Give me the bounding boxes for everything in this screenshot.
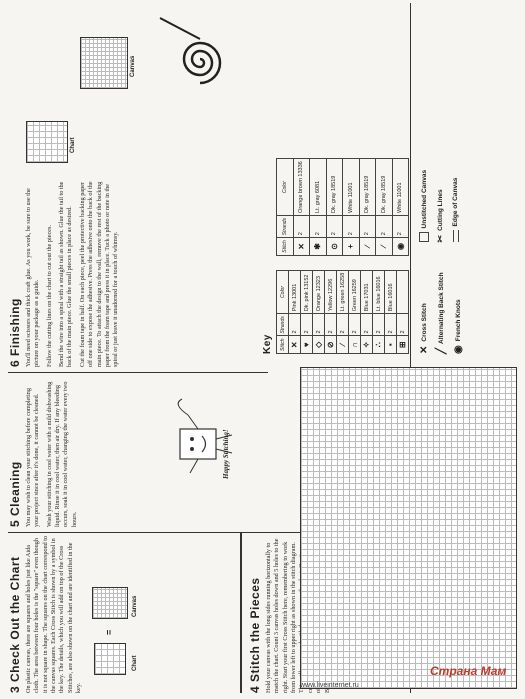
section-5-text: You may wish to clean your stitching before completing your project since after it's done, it cannot be cleaned. xyxy=(25,388,41,527)
section-finishing xyxy=(8,177,238,367)
chart-canvas-figure xyxy=(90,535,150,693)
watermark-logo: Страна Мам xyxy=(430,664,507,678)
key-table-2: Stitch Strands Color ✕ 2 Orange brown 13336 ✱ 2 Lt. gray 6081 ⊙ 2 Dk. gray 18519 + 2 White 11001 ∕ 2 Dk. gray 18519 ∕ 2 Dk. gray 18519 ◉ 2 White 11001 xyxy=(276,158,409,255)
canvas-grid xyxy=(80,37,128,89)
french-knot-icon: ◉ xyxy=(453,345,464,354)
finishing-figure xyxy=(20,19,150,169)
canvas-label: Canvas xyxy=(131,595,138,617)
legend-cross-stitch: ✕ Cross Stitch xyxy=(419,303,430,354)
section-4-heading: 4 Stitch the Pieces xyxy=(248,577,262,693)
equals-sign: = xyxy=(103,629,114,635)
section-cleaning xyxy=(8,377,158,527)
key-table-1: Stitch Strands Color ✕ 2 Pink 13001 ♥ 2 Dk. pink 13152 ◇ 2 Orange 12323 ⊘ 2 Yellow 12296 ∕ 2 Lt. green 16258 ∩ 2 Green 16259 ✧ 2 Blue 17031 ∴ 2 Lt. blue 16016 ▪ 2 Blue 16016 ⊞ 2 xyxy=(276,270,409,354)
legend-cutting: ✂ Cutting Lines xyxy=(435,189,445,243)
divider xyxy=(240,533,242,693)
legend-unstitched: Unstitched Canvas xyxy=(419,170,429,243)
back-stitch-icon: ╱ xyxy=(436,347,447,354)
section-5-heading: 5 Cleaning xyxy=(8,461,22,527)
key-section xyxy=(262,4,517,354)
section-6-text-1: You'll need scissors and thick craft glue. As you work, be sure to use the picture on your package as a guide. xyxy=(25,188,41,367)
section-5-text-2: Wash your stitching in cool water with a mild dishwashing liquid. Rinse it in cool water, then air dry. If any bleeding occurs, soak it in cool water, changing the water every two hours. xyxy=(45,381,78,527)
happy-stitching-illustration xyxy=(160,389,250,499)
divider xyxy=(8,372,268,373)
chart-label: Chart xyxy=(131,655,138,671)
section-6-text-3: Bend the wire into a spiral with a straight tail as shown. Glue the tail to the back of the main piece. Glue the small pieces in place as desired. xyxy=(58,181,74,367)
legend-back-stitch: ╱ Alternating Back Stitch xyxy=(436,272,447,354)
section-6-heading: 6 Finishing xyxy=(8,298,22,367)
section-6-text-4: Cut the foam tape in half. On each piece, peel the protective backing paper off one side to expose the adhesive. Press the adhesive onto the back of the main piece. To attach the design to the wall, remove the rest of the backing paper from the foam tape and press it in place. Tuck a photo or note in the spiral or just leave it unadorned for a touch of whimsy. xyxy=(78,181,120,367)
section-4-text: Hold your canvas with the long sides running horizontally to match the chart. Count 3 canvas holes down and 5 holes to the right. Start your first Cross Stitch here, remembering to work from lower left to upper right as shown in the stitch diagram. of xyxy=(265,538,323,693)
watermark-url: www.liveinternet.ru xyxy=(300,682,359,689)
edge-icon xyxy=(453,230,459,242)
unstitched-icon xyxy=(419,232,429,242)
section-6-text-2: Follow the cutting lines on the chart to cut out the pieces. xyxy=(45,225,53,367)
legend-french-knots: ◉ French Knots xyxy=(453,299,464,354)
cross-stitch-icon: ✕ xyxy=(419,345,430,354)
section-check-chart xyxy=(8,535,238,693)
section-3-heading: 3 Check Out the Chart xyxy=(8,556,22,693)
section-3-text: On plastic canvas, there are squares and holes just like Aida cloth. The area between four holes is the "square" even though it is not square in shape. The squares on the chart correspond to the canvas squares. Each Cross Stitch is shown by a symbol in the key. The details, which you will add on top of the Cross Stitches, are also shown on the chart and are identified in the key. xyxy=(25,535,83,693)
chart-grid xyxy=(26,121,68,163)
key-heading: Key xyxy=(262,334,273,354)
chart-label: Chart xyxy=(70,137,76,153)
canvas-grid-small xyxy=(92,587,128,619)
scissors-icon: ✂ xyxy=(435,234,445,243)
canvas-label: Canvas xyxy=(130,55,136,77)
legend-edge: Edge of Canvas xyxy=(452,170,459,243)
cross-stitch-chart xyxy=(300,367,517,689)
happy-stitching-text: Happy Stitching! xyxy=(222,429,230,479)
stitching-character-icon xyxy=(160,389,250,499)
spiral-icon xyxy=(150,14,250,104)
chart-grid-small xyxy=(94,643,126,675)
